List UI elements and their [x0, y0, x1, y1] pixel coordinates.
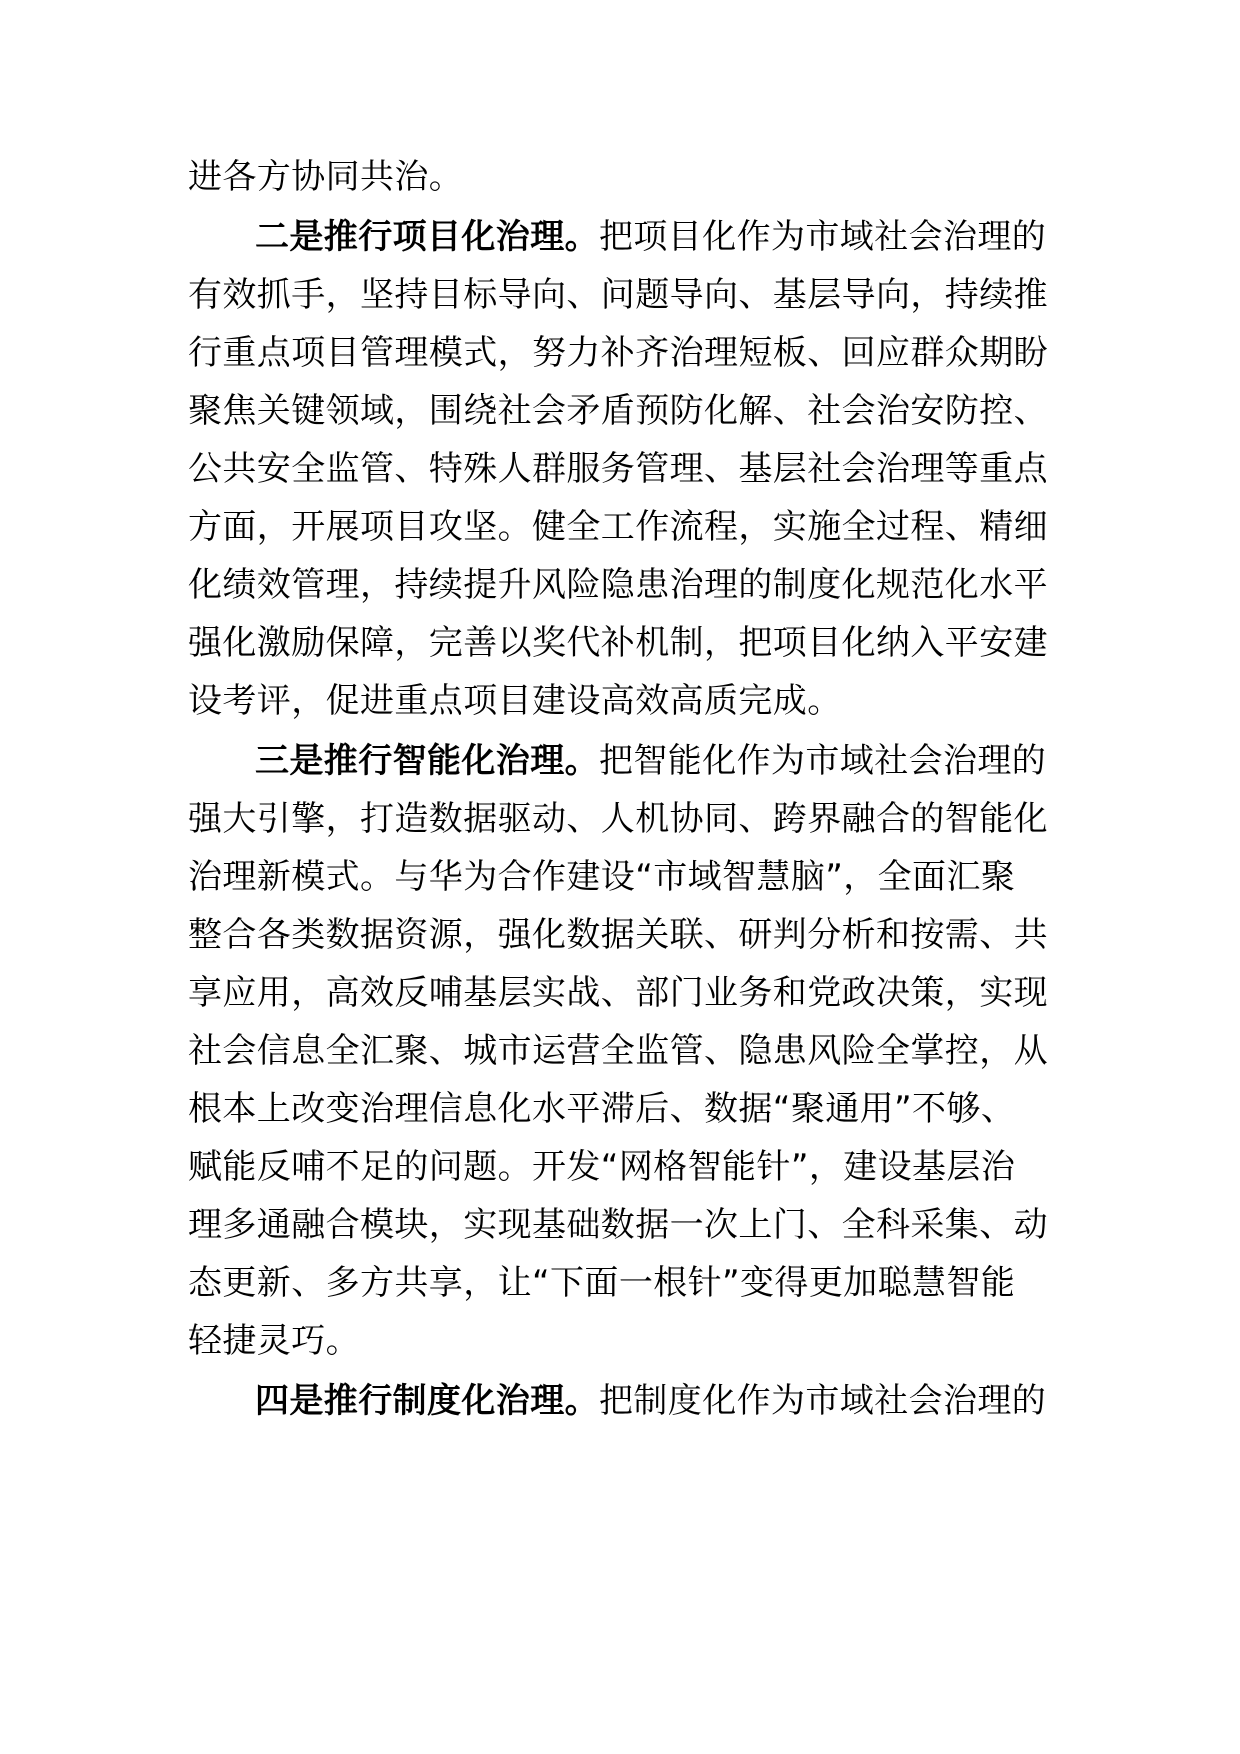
line-text: 公共安全监管、特殊人群服务管理、基层社会治理等重点	[188, 449, 1048, 489]
text-line	[188, 786, 1058, 852]
text-line	[188, 844, 1058, 910]
line-text: 治理新模式。与华为合作建设“市域智慧脑”，全面汇聚	[188, 857, 1016, 897]
line-text: 化绩效管理，持续提升风险隐患治理的制度化规范化水平	[188, 565, 1048, 605]
line-text: 把智能化作为市域社会治理的	[599, 741, 1047, 781]
line-text: 把项目化作为市域社会治理的	[599, 217, 1047, 257]
line-text: 把制度化作为市域社会治理的	[599, 1381, 1047, 1421]
line-text: 理多通融合模块，实现基础数据一次上门、全科采集、动	[188, 1205, 1048, 1245]
line-text: 进各方协同共治。	[188, 157, 464, 197]
line-text: 社会信息全汇聚、城市运营全监管、隐患风险全掌控，从	[188, 1031, 1048, 1071]
text-line	[188, 1308, 1058, 1374]
text-line	[188, 960, 1058, 1026]
paragraph-heading-line	[255, 1368, 1058, 1434]
paragraph-heading-line	[255, 204, 1058, 270]
paragraph-lead: 四是推行制度化治理。	[255, 1381, 599, 1421]
line-text: 强化激励保障，完善以奖代补机制，把项目化纳入平安建	[188, 623, 1048, 663]
line-text: 聚焦关键领域，围绕社会矛盾预防化解、社会治安防控、	[188, 391, 1048, 431]
line-text: 方面，开展项目攻坚。健全工作流程，实施全过程、精细	[188, 507, 1048, 547]
line-text: 赋能反哺不足的问题。开发“网格智能针”，建设基层治	[188, 1147, 1016, 1187]
text-line	[188, 668, 1058, 734]
line-text: 有效抓手，坚持目标导向、问题导向、基层导向，持续推	[188, 275, 1048, 315]
line-text: 享应用，高效反哺基层实战、部门业务和党政决策，实现	[188, 973, 1048, 1013]
text-line	[188, 262, 1058, 328]
text-line	[188, 902, 1058, 968]
paragraph-lead: 三是推行智能化治理。	[255, 741, 599, 781]
line-text: 设考评，促进重点项目建设高效高质完成。	[188, 681, 842, 721]
text-line	[188, 1250, 1058, 1316]
text-line	[188, 552, 1058, 618]
line-text: 态更新、多方共享，让“下面一根针”变得更加聪慧智能	[188, 1263, 1016, 1303]
paragraph-heading-line	[255, 728, 1058, 794]
text-line	[188, 144, 1058, 210]
line-text: 根本上改变治理信息化水平滞后、数据“聚通用”不够、	[188, 1089, 1016, 1129]
text-line	[188, 1076, 1058, 1142]
line-text: 轻捷灵巧。	[188, 1321, 360, 1361]
line-text: 整合各类数据资源，强化数据关联、研判分析和按需、共	[188, 915, 1048, 955]
text-line	[188, 320, 1058, 386]
text-line	[188, 436, 1058, 502]
paragraph-lead: 二是推行项目化治理。	[255, 217, 599, 257]
line-text: 行重点项目管理模式，努力补齐治理短板、回应群众期盼	[188, 333, 1048, 373]
text-line	[188, 378, 1058, 444]
text-line	[188, 1134, 1058, 1200]
text-line	[188, 1192, 1058, 1258]
text-line	[188, 1018, 1058, 1084]
line-text: 强大引擎，打造数据驱动、人机协同、跨界融合的智能化	[188, 799, 1048, 839]
text-line	[188, 494, 1058, 560]
text-line	[188, 610, 1058, 676]
